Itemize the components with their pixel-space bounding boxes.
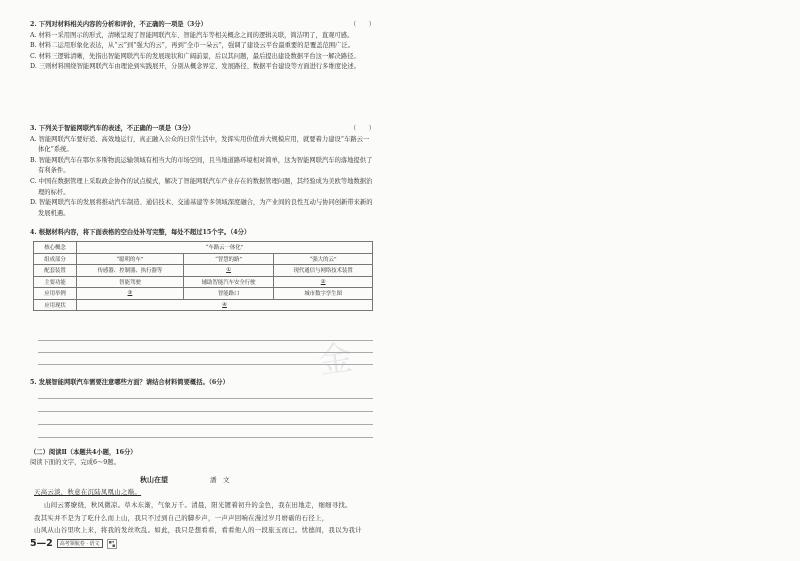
footer-label: 高考领航卷 · 语文 <box>57 539 103 548</box>
question-3-stem-row <box>30 124 375 135</box>
table-row <box>34 299 373 311</box>
question-4-table <box>33 241 373 311</box>
question-2-option-c: C. 材料三逻辑清晰，先指出智能网联汽车的发展现状和广阔前景，后以其问题，最后提出建设数据平台这一解决路径。 <box>30 52 360 60</box>
table-row-header: 应用举例 <box>34 288 77 300</box>
answer-line[interactable] <box>38 340 373 341</box>
essay-body <box>34 486 374 537</box>
table-cell: “强大的云” <box>274 253 373 265</box>
table-row-header: 核心概念 <box>34 242 77 254</box>
answer-line[interactable] <box>38 437 373 438</box>
table-cell: “聪明的车” <box>77 253 184 265</box>
answer-line[interactable] <box>38 411 373 412</box>
table-cell: 智能路口 <box>183 288 273 300</box>
answer-line[interactable] <box>38 424 373 425</box>
blank-4[interactable]: ④ <box>77 299 373 311</box>
table-row <box>34 265 373 277</box>
page-footer <box>30 538 117 549</box>
question-3-stem: 3. 下列关于智能网联汽车的表述，不正确的一项是（3分） <box>30 125 195 132</box>
question-4-stem: 4. 根据材料内容，将下面表格的空白处补写完整，每处不超过15个字。（4分） <box>30 229 251 236</box>
qr-code-icon <box>107 539 117 549</box>
table-cell: “智慧的路” <box>183 253 273 265</box>
page-number: 5—2 <box>30 538 53 549</box>
watermark: 金 <box>315 337 356 383</box>
table-row <box>34 288 373 300</box>
question-3-option-b: B. 智能网联汽车在鄂尔多斯物流运输领域有相当大的市场空间，且当地道路环境相对简单，这为智能网联汽车的落地提供了有利条件。 <box>30 156 373 175</box>
table-cell: 现代通信与网络技术装置 <box>274 265 373 277</box>
table-cell: “车路云一体化” <box>77 242 373 254</box>
table-cell: 城市数字孪生图 <box>274 288 373 300</box>
question-3 <box>30 124 375 219</box>
question-3-option-c: C. 中国在数据管理上采取政企协作的试点模式，解决了智能网联汽车产业存在的数据管理问题，其经验成为美欧等地数据治理的标杆。 <box>30 177 373 196</box>
question-2 <box>30 20 375 73</box>
table-cell: 传感器、控制器、执行器等 <box>77 265 184 277</box>
section-instruction: 阅读下面的文字，完成6～9题。 <box>30 459 120 466</box>
table-row-header: 应用现状 <box>34 299 77 311</box>
table-row <box>34 276 373 288</box>
section-heading: （二）阅读Ⅱ（本题共4小题，16分） <box>30 449 137 456</box>
question-3-answer-paren: （ ） <box>349 125 375 132</box>
question-5-stem: 5. 发展智能网联汽车需要注意哪些方面？请结合材料简要概括。（6分） <box>30 379 229 386</box>
table-row-header: 主要功能 <box>34 276 77 288</box>
table-row-header: 组成部分 <box>34 253 77 265</box>
answer-line[interactable] <box>38 352 373 353</box>
question-3-option-a: A. 智能网联汽车要好适、高效地运行，真正融入公众的日常生活中，发挥实用价值并大规模应用，就要着力建设“车路云一体化”系统。 <box>30 135 370 154</box>
essay-title: 秋山在望 <box>140 475 168 484</box>
table-cell: 智能驾驶 <box>77 276 184 288</box>
blank-2[interactable]: ② <box>274 276 373 288</box>
question-2-option-b: B. 材料二运用形象化表达，从“云”到“强大的云”，再到“全市一朵云”，强调了建设云平台最重要的是覆盖范围广泛。 <box>30 42 354 50</box>
answer-line[interactable] <box>38 398 373 399</box>
blank-3[interactable]: ③ <box>77 288 184 300</box>
essay-line: 山间云雾缭绕，秋风微凉。草木东渐，气象万千。清晨，阳光镀着初升的金色，我在田地走，细细寻找。 <box>44 500 352 509</box>
essay-line: 山风从山谷里吹上来，将我的发丝吹乱。如此，我只是想看看，看看他人的一段旅玉而已。忧德间，我以为我计 <box>34 526 362 535</box>
table-row-header: 配套装置 <box>34 265 77 277</box>
question-2-stem-row <box>30 20 375 31</box>
question-2-stem: 2. 下列对材料相关内容的分析和评价，不正确的一项是（3分） <box>30 21 207 28</box>
essay-line: 天高云淡，秋意在沉陆凤凰山之巅。 <box>34 488 142 496</box>
essay-author: 潘 文 <box>210 476 230 484</box>
table-cell: 辅助智能汽车安全行驶 <box>183 276 273 288</box>
section-heading-block <box>30 448 137 468</box>
question-2-option-a: A. 材料一采用图示的形式，清晰呈现了智能网联汽车、智能汽车等相关概念之间的逻辑关联，简洁明了，直观可感。 <box>30 31 354 39</box>
table-row <box>34 242 373 254</box>
answer-line[interactable] <box>38 364 373 365</box>
question-2-answer-paren: （ ） <box>349 21 375 28</box>
question-2-option-d: D. 三则材料围绕智能网联汽车由理论到实践展开，分别从概念界定、发展路径、数据平台建设等方面进行多维度论述。 <box>30 63 360 71</box>
question-3-option-d: D. 智能网联汽车的发展将推动汽车制造、通信技术、交通基建等多领域深度融合，为产业间的良性互动与协同创新带来新的发展机遇。 <box>30 199 373 217</box>
blank-1[interactable]: ① <box>183 265 273 277</box>
essay-line: 我其实并不是为了吃什么而上山，我只不过到自己的脚步声，一声声回响在漫过岁月磨砺的石径上， <box>34 513 329 522</box>
table-row <box>34 253 373 265</box>
